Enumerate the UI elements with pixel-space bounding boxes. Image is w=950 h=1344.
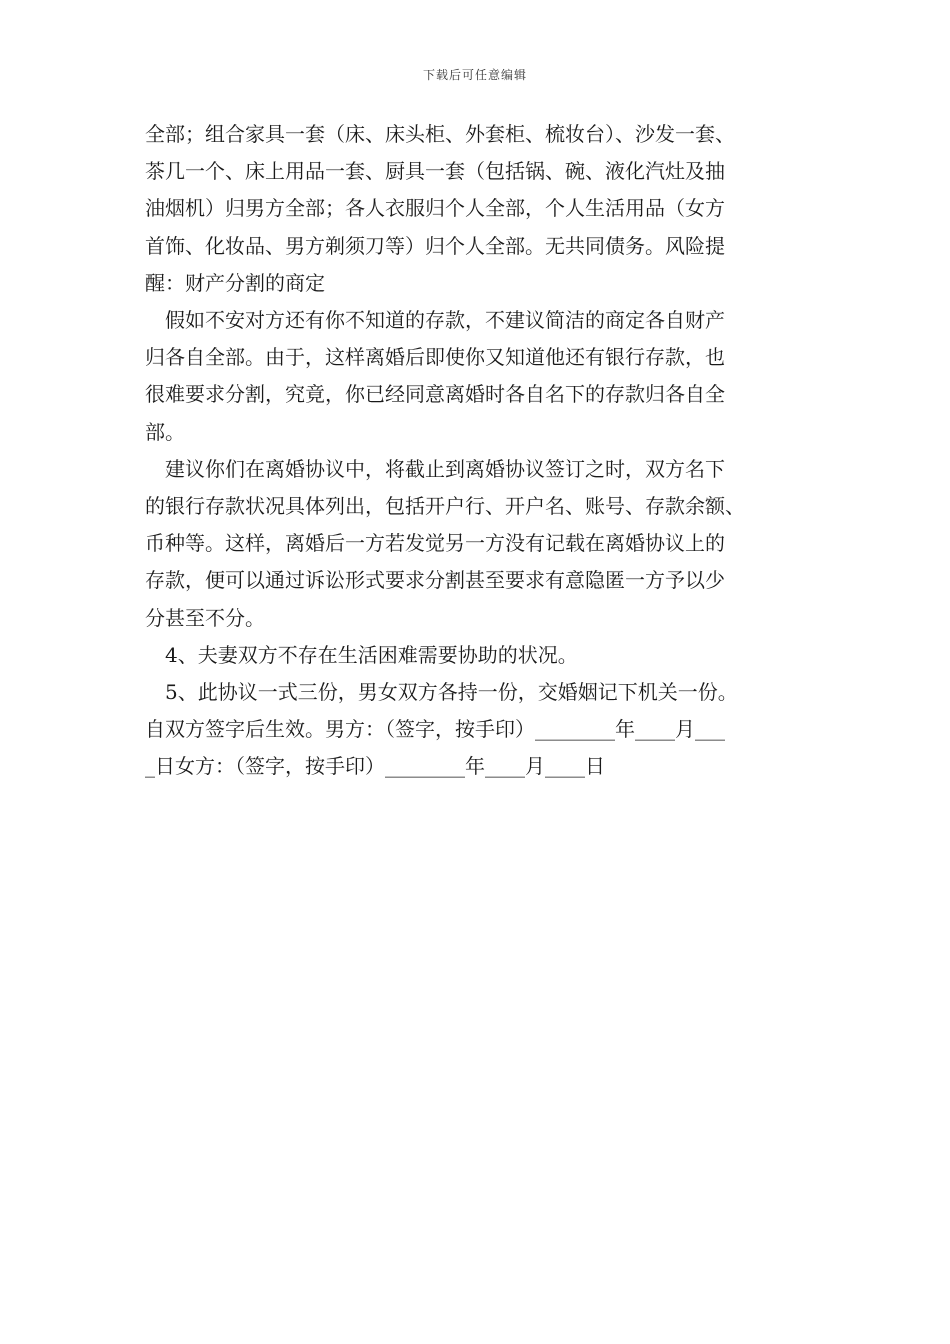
paragraph-property-division (145, 116, 825, 302)
text-line: 存款，便可以通过诉讼形式要求分割甚至要求有意隐匿一方予以少 (145, 568, 725, 593)
page-header: 下载后可任意编辑 (422, 68, 527, 82)
text-line: 的银行存款状况具体列出，包括开户行、开户名、账号、存款余额、 (145, 494, 745, 519)
text-line: 全部；组合家具一套（床、床头柜、外套柜、梳妆台）、沙发一套、 (145, 122, 735, 146)
paragraph-suggestion (145, 451, 825, 637)
text-line: 首饰、化妆品、男方剃须刀等）归个人全部。无共同债务。风险提 (145, 233, 725, 258)
text-line: 建议你们在离婚协议中，将截止到离婚协议签订之时，双方名下 (165, 456, 725, 481)
text-line: 很难要求分割，究竟，你已经同意离婚时各自名下的存款归各自全 (145, 382, 725, 407)
text-line: 茶几一个、床上用品一套、厨具一套（包括锅、碗、液化汽灶及抽 (145, 159, 725, 184)
signature-line-male: 自双方签字后生效。男方：（签字，按手印）________年____月___ (145, 717, 725, 742)
paragraph-item-4 (145, 637, 825, 674)
text-line: 归各自全部。由于，这样离婚后即使你又知道他还有银行存款，也 (145, 345, 725, 370)
text-line: 部。 (145, 419, 185, 444)
paragraph-hidden-deposits (145, 302, 825, 451)
text-line: 分甚至不分。 (145, 605, 265, 630)
signature-line-female: _日女方：（签字，按手印）________年____月____日 (145, 754, 605, 779)
text-line: 4、夫妻双方不存在生活困难需要协助的状况。 (165, 642, 578, 667)
paragraph-item-5-signatures (145, 674, 825, 786)
text-line: 5、此协议一式三份，男女双方各持一份，交婚姻记下机关一份。 (165, 680, 738, 705)
text-line: 币种等。这样，离婚后一方若发觉另一方没有记载在离婚协议上的 (145, 531, 725, 556)
text-line: 醒：财产分割的商定 (145, 270, 325, 295)
text-line: 假如不安对方还有你不知道的存款，不建议简洁的商定各自财产 (165, 308, 725, 333)
document-body (145, 116, 825, 786)
text-line: 油烟机）归男方全部；各人衣服归个人全部，个人生活用品（女方 (145, 196, 725, 221)
